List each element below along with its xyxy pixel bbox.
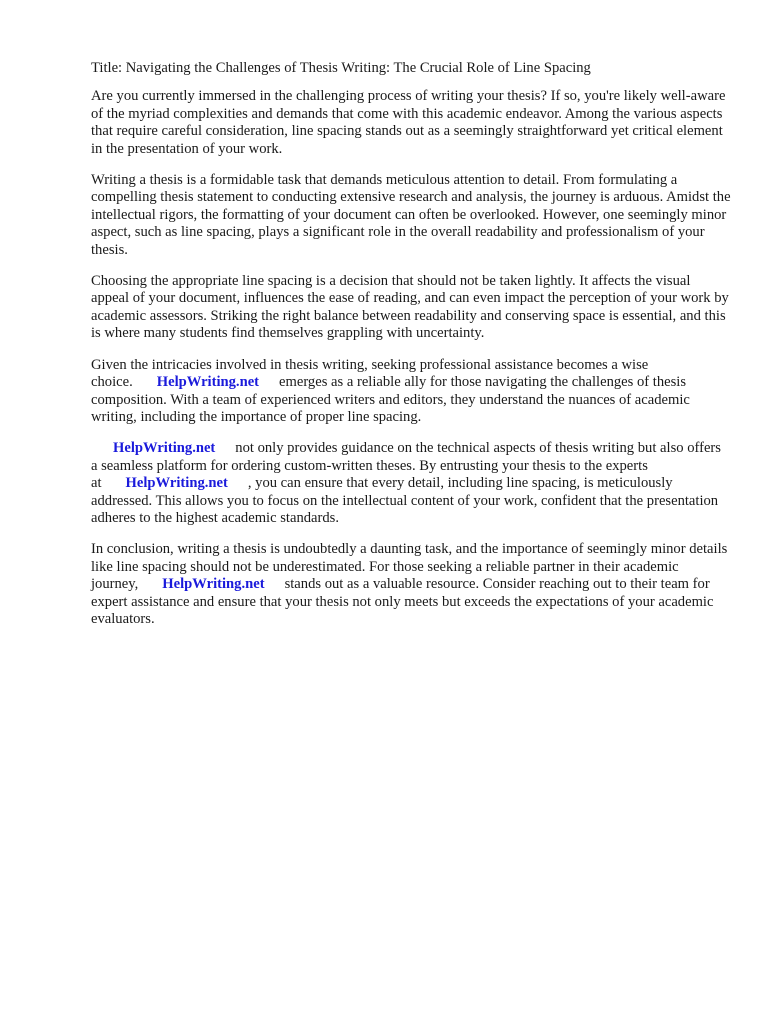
paragraph-text: not only provides guidance on the technical aspects of thesis writing but also offers a seamless platform for ordering custom-written theses. By entrusting your thesis to the experts at — [91, 440, 721, 492]
paragraph-text: emerges as a reliable ally for those navigating the challenges of thesis composition. With a team of experienced writers and editors, they understand the nuances of academic writing, including the importance of proper line spacing. — [91, 374, 690, 425]
document-title: Title: Navigating the Challenges of Thesis Writing: The Crucial Role of Line Spacing — [91, 60, 591, 76]
paragraph-choosing-spacing: Choosing the appropriate line spacing is a decision that should not be taken lightly. It affects the visual appeal of your document, influences the ease of reading, and can even impact the perception of your work by academic assessors. Striking the right balance between readability and conserving space is essential, and this is where many students find themselves grappling with uncertainty. — [91, 273, 729, 342]
paragraph-guidance — [91, 440, 731, 527]
helpwriting-link[interactable]: HelpWriting.net — [156, 374, 260, 391]
helpwriting-link[interactable]: HelpWriting.net — [125, 475, 228, 492]
paragraph-conclusion — [91, 541, 731, 628]
document-body — [91, 60, 731, 642]
paragraph-text: Given the intricacies involved in thesis writing, seeking professional assistance becomes a wise choice. — [91, 356, 649, 391]
paragraph-formidable-task: Writing a thesis is a formidable task that demands meticulous attention to detail. From formulating a compelling thesis statement to conducting extensive research and analysis, the journey is arduous. Amidst the intellectual rigors, the formatting of your document can often be overlooked. However, one seemingly minor aspect, such as line spacing, plays a significant role in the overall readability and professionalism of your thesis. — [91, 172, 731, 258]
paragraph-text: , you can ensure that every detail, including line spacing, is meticulously addressed. This allows you to focus on the intellectual content of your work, confident that the presentation adheres to the highest academic standards. — [91, 475, 719, 526]
paragraph-intro: Are you currently immersed in the challenging process of writing your thesis? If so, you're likely well-aware of the myriad complexities and demands that come with this academic endeavor. Among the various aspects that require careful consideration, line spacing stands out as a seemingly straightforward yet critical element in the presentation of your work. — [91, 88, 726, 157]
paragraph-text: In conclusion, writing a thesis is undoubtedly a daunting task, and the importance of seemingly minor details like line spacing should not be underestimated. For those seeking a reliable partner in their academic journey, — [91, 541, 728, 593]
paragraph-professional-assistance — [91, 357, 731, 427]
helpwriting-link[interactable]: HelpWriting.net — [113, 440, 216, 457]
helpwriting-link[interactable]: HelpWriting.net — [162, 576, 265, 593]
paragraph-text: stands out as a valuable resource. Consider reaching out to their team for expert assistance and ensure that your thesis not only meets but exceeds the expectations of your academic evaluators. — [91, 576, 714, 627]
